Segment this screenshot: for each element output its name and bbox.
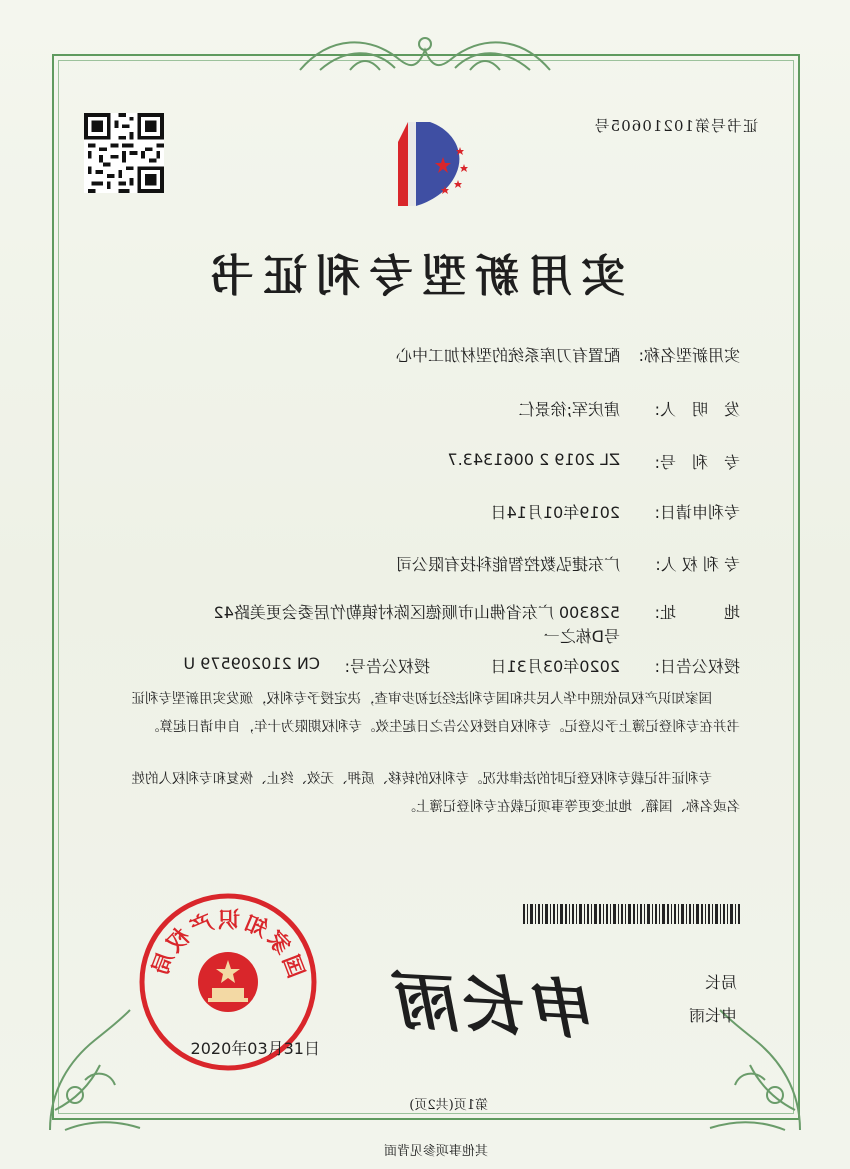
page-indicator: 第1页(共2页) — [409, 1098, 488, 1113]
national-emblem-icon — [198, 952, 258, 1012]
field-label-address: 地 址: — [654, 603, 740, 622]
footer-note: 其他事项参见背面 — [383, 1144, 488, 1159]
certificate-number: 证书号第10210605号 — [593, 117, 758, 135]
document-title: 实用新型专利证书 — [201, 251, 625, 302]
handwritten-signature: 申长雨 — [393, 963, 602, 1050]
field-label-inventor: 发 明 人: — [654, 400, 740, 419]
field-label-filing-date: 专利申请日: — [654, 503, 740, 522]
field-label-patent-number: 专 利 号: — [654, 453, 740, 472]
field-value-grant-number: CN 210209579 U — [183, 654, 320, 673]
field-value-address: 528300 广东省佛山市顺德区陈村镇勒竹居委会更美路42 — [213, 603, 620, 622]
bottom-right-ornament — [40, 1000, 150, 1140]
field-label-grant-number: 授权公告号: — [344, 657, 430, 676]
field-value-address-line2: 号D栋之一 — [543, 627, 620, 646]
signatory-role: 局长 — [704, 973, 737, 992]
signatory-name: 申长雨 — [688, 1006, 737, 1025]
cnipa-logo-icon — [348, 112, 478, 212]
record-paragraph: 专利证书记载专利权登记时的法律状况。专利权的转移、质押、无效、终止、恢复和专利权人的姓名或名称、国籍、地址变更等事项记载在专利登记簿上。 — [131, 771, 740, 815]
field-label-name: 实用新型名称: — [638, 346, 740, 365]
field-value-patent-number: ZL 2019 2 0061343.7 — [447, 450, 620, 469]
grant-paragraph: 国家知识产权局依照中华人民共和国专利法经过初步审查，决定授予专利权，颁发实用新型专利证书并在专利登记簿上予以登记。专利权自授权公告之日起生效。专利权期限为十年，自申请日起算。 — [131, 691, 740, 735]
field-value-inventor: 唐庆军;徐景仁 — [518, 400, 620, 419]
top-ornament — [290, 30, 560, 80]
seal-date: 2020年03月31日 — [190, 1039, 320, 1058]
field-value-patentee: 广东捷弘数控智能科技有限公司 — [395, 555, 620, 574]
field-value-filing-date: 2019年01月14日 — [490, 503, 620, 522]
field-label-patentee: 专 利 权 人: — [655, 555, 740, 574]
qr-code-icon — [84, 113, 164, 193]
field-value-name: 配置有刀库系统的型材加工中心 — [395, 346, 620, 365]
field-value-grant-date: 2020年03月31日 — [490, 657, 620, 676]
seal-text: 国家知识产权局 — [146, 908, 309, 982]
barcode-icon — [520, 904, 740, 924]
field-label-grant-date: 授权公告日: — [654, 657, 740, 676]
